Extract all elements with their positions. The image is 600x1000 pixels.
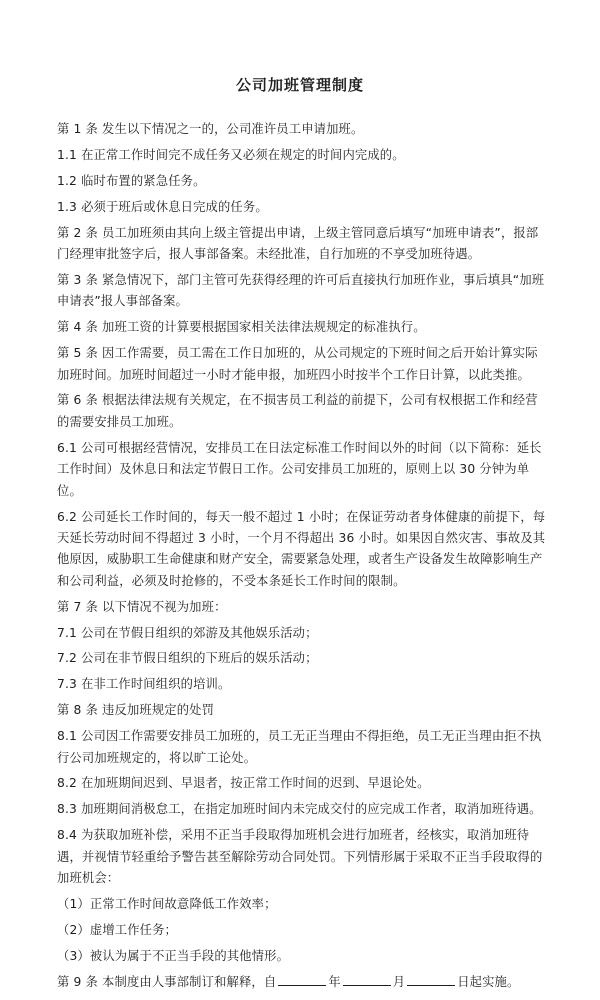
year-label: 年 — [328, 974, 341, 989]
document-title: 公司加班管理制度 — [235, 76, 364, 94]
month-label: 月 — [392, 974, 406, 989]
clause-1-2: 1.2 临时布置的紧急任务。 — [57, 173, 206, 188]
clause-8-3: 8.3 加班期间消极怠工，在指定加班时间内未完成交付的应完成工作者，取消加班待遇。 — [57, 802, 542, 817]
clause-1-1: 1.1 在正常工作时间完不成任务又必须在规定的时间内完成的。 — [57, 147, 405, 162]
clause-3: 第 3 条 紧急情况下，部门主管可先获得经理的许可后直接执行加班作业，事后填具“加班申请表”报人事部备案。 — [57, 272, 545, 309]
clause-4: 第 4 条 加班工资的计算要根据国家相关法律法规规定的标准执行。 — [57, 320, 426, 335]
month-blank — [343, 973, 391, 986]
clause-7-1: 7.1 公司在节假日组织的郊游及其他娱乐活动； — [57, 625, 318, 640]
clause-8-4-item-2: （2）虚增工作任务； — [57, 922, 177, 937]
clause-7-3: 7.3 在非工作时间组织的培训。 — [57, 677, 231, 692]
clause-6: 第 6 条 根据法律法规有关规定，在不损害员工利益的前提下，公司有权根据工作和经营的需要安排员工加班。 — [57, 393, 538, 429]
clause-5: 第 5 条 因工作需要，员工需在工作日加班的，从公司规定的下班时间之后开始计算实际加班时间。加班时间超过一小时才能申报，加班四小时按半个工作日计算，以此类推。 — [57, 346, 538, 382]
year-blank — [278, 973, 326, 986]
day-blank — [407, 973, 455, 986]
clause-6-1: 6.1 公司可根据经营情况，安排员工在日法定标准工作时间以外的时间（以下简称：延长工作时间）及休息日和法定节假日工作。公司安排员工加班的，原则上以 30 分钟为单位。 — [57, 440, 542, 498]
clause-1-3: 1.3 必须于班后或休息日完成的任务。 — [57, 199, 268, 214]
clause-8-4-item-1: （1）正常工作时间故意降低工作效率； — [57, 897, 277, 911]
document-body — [57, 119, 549, 998]
clause-9-suffix: 日起实施。 — [457, 974, 520, 989]
clause-8-1: 8.1 公司因工作需要安排员工加班的，员工无正当理由不得拒绝，员工无正当理由拒不执行公司加班规定的，将以旷工论处。 — [57, 729, 542, 765]
clause-6-2: 6.2 公司延长工作时间的，每天一般不超过 1 小时；在保证劳动者身体健康的前提下，每天延长劳动时间不得超过 3 小时，一个月不得超出 36 小时。如果因自然灾害、事故及其他原因，威胁职工生命健康和财产安全，需要紧急处理，或者生产设备发生故障影响生产和公司利益，必须及时抢修的，不受本条延长工作时间的限制。 — [57, 509, 546, 588]
clause-8: 第 8 条 违反加班规定的处罚 — [57, 703, 215, 718]
clause-9 — [57, 972, 549, 993]
clause-7-2: 7.2 公司在非节假日组织的下班后的娱乐活动； — [57, 651, 318, 666]
clause-9-prefix: 第 9 条 本制度由人事部制订和解释，自 — [57, 974, 277, 989]
clause-8-2: 8.2 在加班期间迟到、早退者，按正常工作时间的迟到、早退论处。 — [57, 776, 430, 791]
clause-7: 第 7 条 以下情况不视为加班： — [57, 599, 227, 614]
clause-8-4: 8.4 为获取加班补偿，采用不正当手段取得加班机会进行加班者，经核实，取消加班待遇，并视情节轻重给予警告甚至解除劳动合同处罚。下列情形属于采取不正当手段取得的加班机会： — [57, 828, 543, 886]
clause-8-4-item-3: （3）被认为属于不正当手段的其他情形。 — [57, 948, 290, 963]
clause-1: 第 1 条 发生以下情况之一的，公司准许员工申请加班。 — [57, 122, 364, 136]
clause-2: 第 2 条 员工加班须由其向上级主管提出申请，上级主管同意后填写“加班申请表”，报部门经理审批签字后，报人事部备案。未经批准，自行加班的不享受加班待遇。 — [57, 225, 539, 262]
